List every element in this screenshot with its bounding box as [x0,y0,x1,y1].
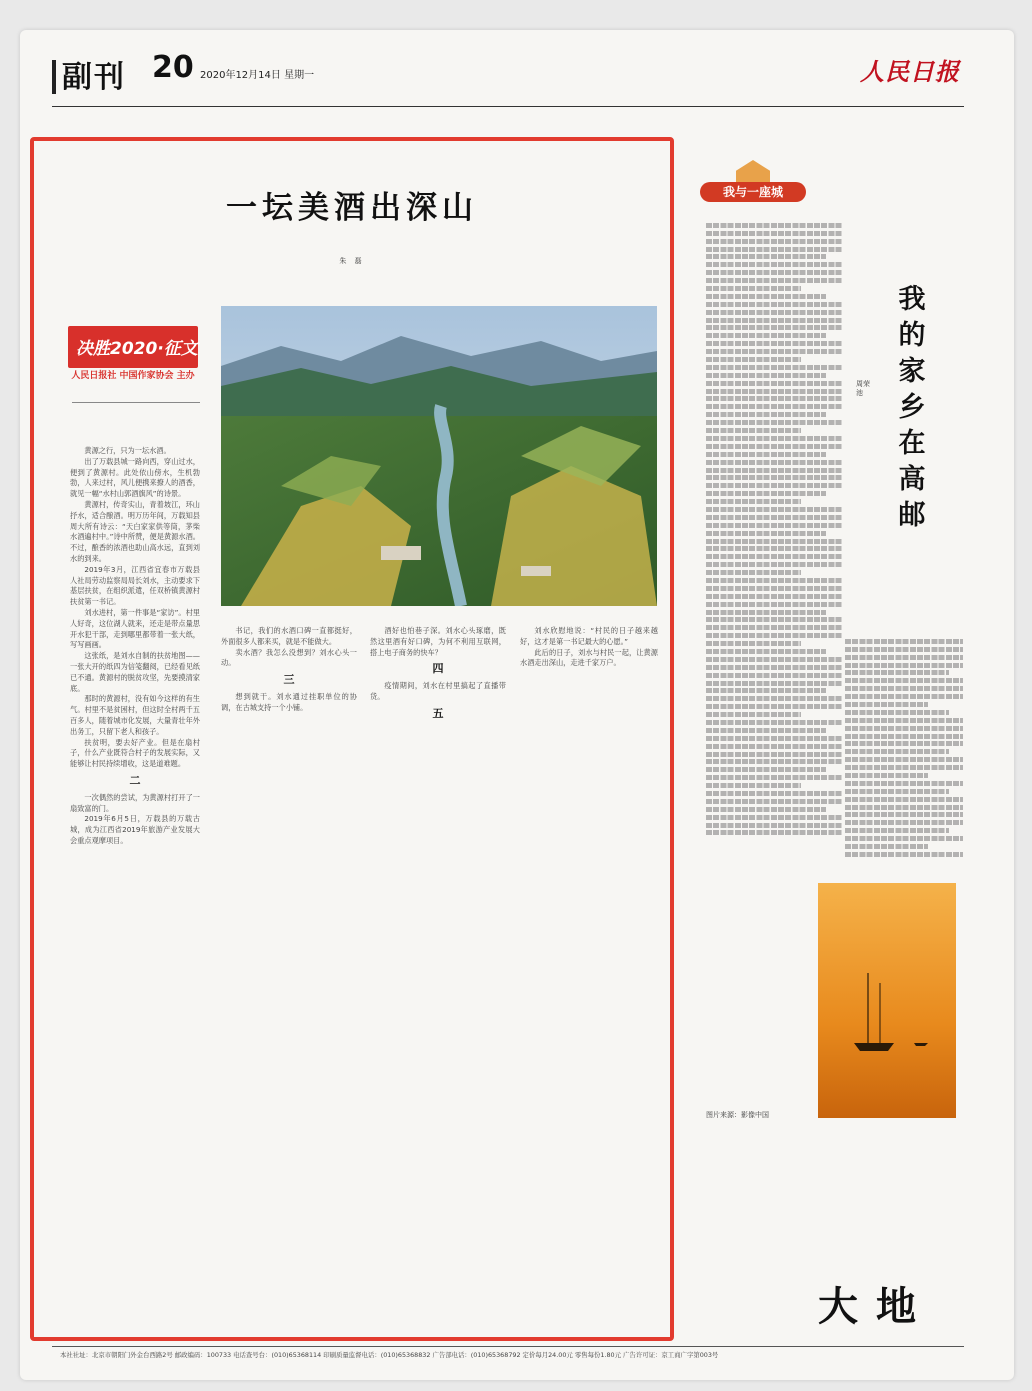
text-line [706,539,842,544]
text-line [706,736,842,741]
text-line [706,744,842,749]
text-line [706,625,842,630]
text-line [706,562,842,567]
text-line [706,325,842,330]
article-paragraph: 扶贫明，要去好产业。但是在扇村子，什么产业既符合村子的发展实际，又能够让村民持续增收，这是道难题。 [70,737,200,769]
text-line [706,617,842,622]
text-line [706,681,842,686]
text-line [845,647,963,652]
text-line [845,694,963,699]
article-author: 朱 磊 [339,257,365,265]
text-line [706,586,842,591]
text-line [845,812,963,817]
text-line [845,836,963,841]
page-header [52,50,962,110]
text-line [706,231,842,236]
text-line [706,712,801,717]
text-line [706,278,842,283]
text-line [706,507,842,512]
text-line [706,633,842,638]
text-line [706,491,826,496]
issue-date: 2020年12月14日 星期一 [200,70,315,81]
text-line [706,759,842,764]
campaign-logo-title: 决胜2020·征文 [76,339,198,359]
text-line [706,610,826,615]
text-line [845,686,963,691]
text-line [706,531,826,536]
article-paragraph: 2019年3月，江西省宜春市万载县人社局劳动监察局局长刘水，主动要求下基层扶贫，在组织派遣，任双桥镇黄源村扶贫第一书记。 [70,564,200,607]
text-line [706,783,801,788]
text-line [706,578,842,583]
article-paragraph: 黄源村，传奇实山，青着坡江，环山抒水，适合酿酒。明万历年间，万载知县周大所有诗云：“天白家家供等筒，茅柴水酒遍村中。”诗中所赞，便是黄源水酒。不过，酿香的浓酒也助山高水远，直到刘水的到来。 [70,499,200,563]
text-line [845,781,963,786]
text-line [706,428,801,433]
text-line [706,594,842,599]
text-line [706,720,842,725]
text-line [706,349,842,354]
text-line [706,404,842,409]
text-line [706,270,842,275]
text-line [845,757,963,762]
text-line [706,239,842,244]
text-line [706,752,842,757]
text-line [706,823,842,828]
column-badge [700,160,810,210]
text-line [706,767,826,772]
sidebar-author: 周荣池 [856,380,870,397]
sunset-boat-photo [818,883,956,1118]
article-paragraph: 书记，我们的水酒口碑一直都挺好，外面很多人都来买，就是不能做大。 [221,626,357,646]
sidebar-column-1 [706,220,842,860]
text-line [706,696,842,701]
text-line [706,310,842,315]
text-line [706,294,826,299]
text-line [845,741,963,746]
text-line [706,775,842,780]
text-line [845,773,928,778]
text-line [845,663,963,668]
text-line [845,639,963,644]
text-line [706,460,842,465]
text-line [706,389,842,394]
section-name: 副刊 [62,60,126,95]
text-line [706,570,801,575]
text-line [845,655,963,660]
text-line [706,515,842,520]
text-line [845,702,928,707]
header-rule [52,106,964,107]
text-line [706,483,842,488]
village-aerial-photo [221,306,657,606]
text-line [706,815,842,820]
text-line [706,807,826,812]
masthead-logo: 人民日报 [860,57,960,86]
text-line [706,365,842,370]
text-line [706,665,842,670]
text-line [845,670,949,675]
article-column-1 [70,446,200,1326]
text-line [706,286,801,291]
text-line [845,797,963,802]
article-column-2 [221,626,357,1326]
article-paragraph: 2019年6月5日，万载县的万载古城，成为江西省2019年旅游产业发展大会重点观摩项目。 [70,814,200,845]
text-line [706,499,801,504]
campaign-logo-banner [68,326,198,368]
text-line [706,223,842,228]
text-line [706,475,842,480]
text-line [706,830,842,835]
text-line [845,828,949,833]
text-line [706,657,842,662]
text-line [706,728,826,733]
text-line [706,799,842,804]
campaign-logo-sponsor [68,370,198,382]
article-paragraph: 这张纸，是刘水自制的扶贫地图——一张大开的纸四为信笺翻阅，已经看见纸已不通。黄源村的脱贫攻坚，先要摸清家底。 [70,651,200,693]
supplement-wordmark: 大地 [818,1283,934,1330]
page-number: 20 [152,50,194,85]
column-badge-label: 我与一座城 [700,182,806,202]
article-column-4 [520,626,658,1326]
section-head: 二 [129,773,141,787]
article-paragraph: 疫情期间，刘水在村里搞起了直播带货。 [370,681,506,701]
text-line [706,420,842,425]
campaign-logo-host: 主办 [176,371,195,381]
text-line [706,791,842,796]
text-line [706,381,842,386]
text-line [845,749,949,754]
text-line [706,444,842,449]
campaign-logo-organizers: 人民日报社 中国作家协会 [71,371,174,381]
article-title: 一坛美酒出深山 [226,190,478,226]
text-line [845,805,963,810]
sidebar-title: 我的家乡在高邮 [898,284,926,531]
text-line [706,673,842,678]
text-line [706,412,826,417]
article-lead: 黄源之行，只为一坛水酒。 [84,446,171,455]
text-line [845,718,963,723]
text-line [706,554,842,559]
text-line [706,396,842,401]
header-bar [52,60,56,94]
text-line [706,688,826,693]
footer-rule [52,1346,964,1347]
article-closing: 此后的日子，刘水与村民一起，让黄源水酒走出深山，走进千家万户。 [520,647,658,668]
text-line [845,734,963,739]
text-line [706,649,826,654]
text-line [706,341,842,346]
logo-divider [72,402,200,403]
sidebar-column-2 [845,636,963,866]
text-line [845,852,963,857]
article-paragraph: 卖水酒？我怎么没想到？刘水心头一动。 [221,647,357,668]
text-line [845,678,963,683]
text-line [706,357,801,362]
text-line [706,602,842,607]
text-line [706,254,826,259]
text-line [706,468,842,473]
house-icon [736,160,770,184]
page-footer: 本社社址：北京市朝阳门外金台西路2号 邮政编码：100733 电话查号台：(010)65368114 印刷质量监督电话：(010)65368832 广告部电话：(010)65368792 定价每月24.00元 零售每份1.80元 广告许可证：京工商广字第003号 [60,1351,719,1359]
photo-caption: 图片来源：影像中国 [706,1111,769,1119]
text-line [706,262,842,267]
text-line [845,789,949,794]
campaign-logo [68,326,200,402]
text-line [706,373,826,378]
text-line [845,765,963,770]
text-line [845,844,928,849]
text-line [706,452,826,457]
text-line [706,704,842,709]
article-paragraph: 酒好也怕巷子深。刘水心头琢磨，既然这里酒有好口碑，为何不利用互联网，搭上电子商务的快车？ [370,626,506,657]
text-line [706,523,842,528]
article-paragraph: 那时的黄源村，没有如今这样的有生气。村里不是贫困村，但这时全村两千五百多人，随着城市化发展，大量青壮年外出务工，只留下老人和孩子。 [70,694,200,736]
text-line [845,820,963,825]
text-line [706,318,842,323]
article-paragraph: 出了万载县城一路向西，穿山过水，便到了黄源村。此处依山傍水，生机勃勃，人来过村，风儿便携来撩人的酒香，就见一幅“水村山郭酒旗风”的诗景。 [70,456,200,499]
section-head: 五 [432,706,444,720]
article-column-3 [370,626,506,1326]
article-paragraph: 刘水进村，第一件事是“家访”。村里人好奇，这位湖人就来，还走是带点量思开水犯干部，走到哪里都带着一张大纸，写写画画。 [70,607,200,650]
section-head: 三 [283,673,295,687]
text-line [706,436,842,441]
text-line [845,726,963,731]
text-line [706,546,842,551]
section-head: 四 [432,662,444,676]
text-line [845,710,949,715]
text-line [706,247,842,252]
article-paragraph: 刘水欣慰地说：“村民的日子越来越好，这才是第一书记最大的心愿。” [520,626,658,646]
text-line [706,333,826,338]
article-paragraph: 一次偶然的尝试，为黄源村打开了一扇致富的门。 [70,792,200,813]
article-paragraph: 想到就干。刘水通过挂职单位的协调，在古城支持一个小铺。 [221,691,357,712]
text-line [706,302,842,307]
text-line [706,641,801,646]
